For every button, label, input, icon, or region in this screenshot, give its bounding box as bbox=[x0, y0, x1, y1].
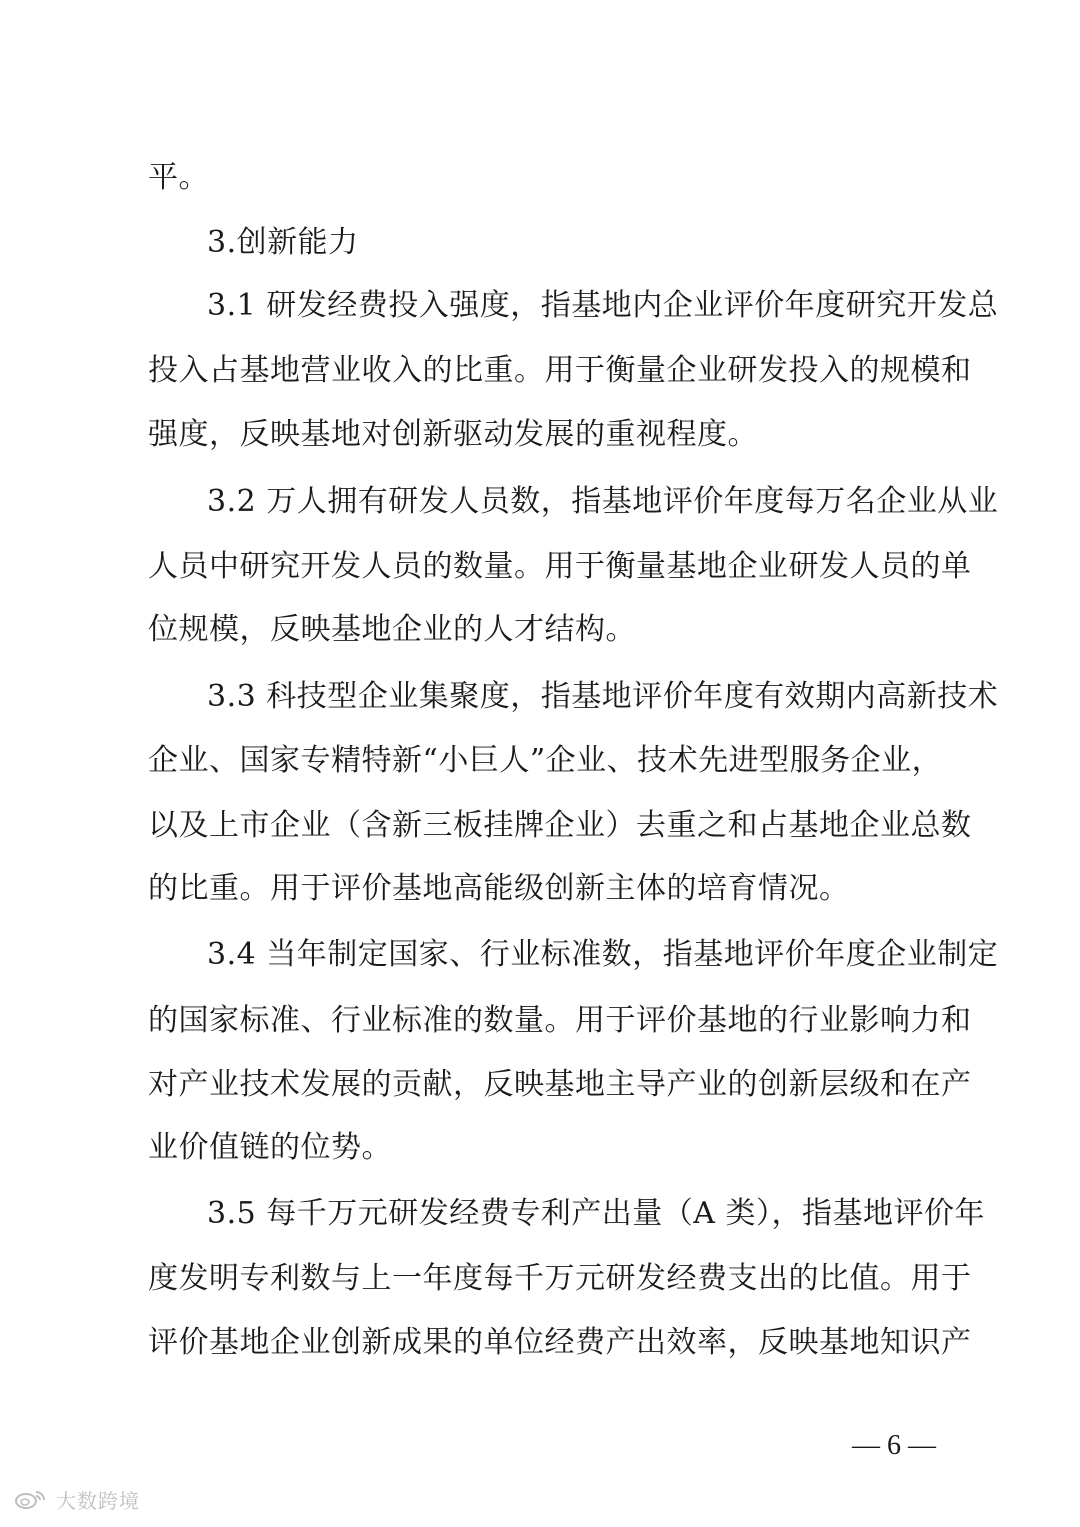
text-line: 以及上市企业（含新三板挂牌企业）去重之和占基地企业总数 bbox=[148, 808, 972, 843]
text-line: 投入占基地营业收入的比重。用于衡量企业研发投入的规模和 bbox=[148, 353, 972, 388]
text-line: 3.2 万人拥有研发人员数，指基地评价年度每万名企业从业 bbox=[207, 484, 999, 519]
text-line: 企业、国家专精特新“小巨人”企业、技术先进型服务企业， bbox=[148, 743, 943, 778]
text-line: 业价值链的位势。 bbox=[148, 1130, 392, 1165]
watermark-text: 大数跨境 bbox=[56, 1488, 140, 1513]
text-line: 平。 bbox=[148, 160, 209, 195]
text-line: 3.3 科技型企业集聚度，指基地评价年度有效期内高新技术 bbox=[207, 679, 999, 714]
text-line: 的比重。用于评价基地高能级创新主体的培育情况。 bbox=[148, 871, 850, 906]
text-line: 度发明专利数与上一年度每千万元研发经费支出的比值。用于 bbox=[148, 1261, 972, 1296]
text-line: 的国家标准、行业标准的数量。用于评价基地的行业影响力和 bbox=[148, 1003, 972, 1038]
page-number: — 6 — bbox=[852, 1430, 936, 1461]
text-line: 3.5 每千万元研发经费专利产出量（A 类），指基地评价年 bbox=[207, 1196, 985, 1231]
text-line: 3.4 当年制定国家、行业标准数，指基地评价年度企业制定 bbox=[207, 937, 999, 972]
text-line: 对产业技术发展的贡献，反映基地主导产业的创新层级和在产 bbox=[148, 1067, 972, 1102]
text-line: 强度，反映基地对创新驱动发展的重视程度。 bbox=[148, 417, 758, 452]
text-line: 评价基地企业创新成果的单位经费产出效率，反映基地知识产 bbox=[148, 1325, 972, 1360]
weibo-logo-icon bbox=[14, 1488, 50, 1510]
text-line: 人员中研究开发人员的数量。用于衡量基地企业研发人员的单 bbox=[148, 549, 972, 584]
text-line: 位规模，反映基地企业的人才结构。 bbox=[148, 612, 636, 647]
section-heading: 3.创新能力 bbox=[207, 225, 359, 260]
watermark bbox=[14, 1484, 140, 1514]
text-line: 3.1 研发经费投入强度，指基地内企业评价年度研究开发总 bbox=[207, 288, 999, 323]
